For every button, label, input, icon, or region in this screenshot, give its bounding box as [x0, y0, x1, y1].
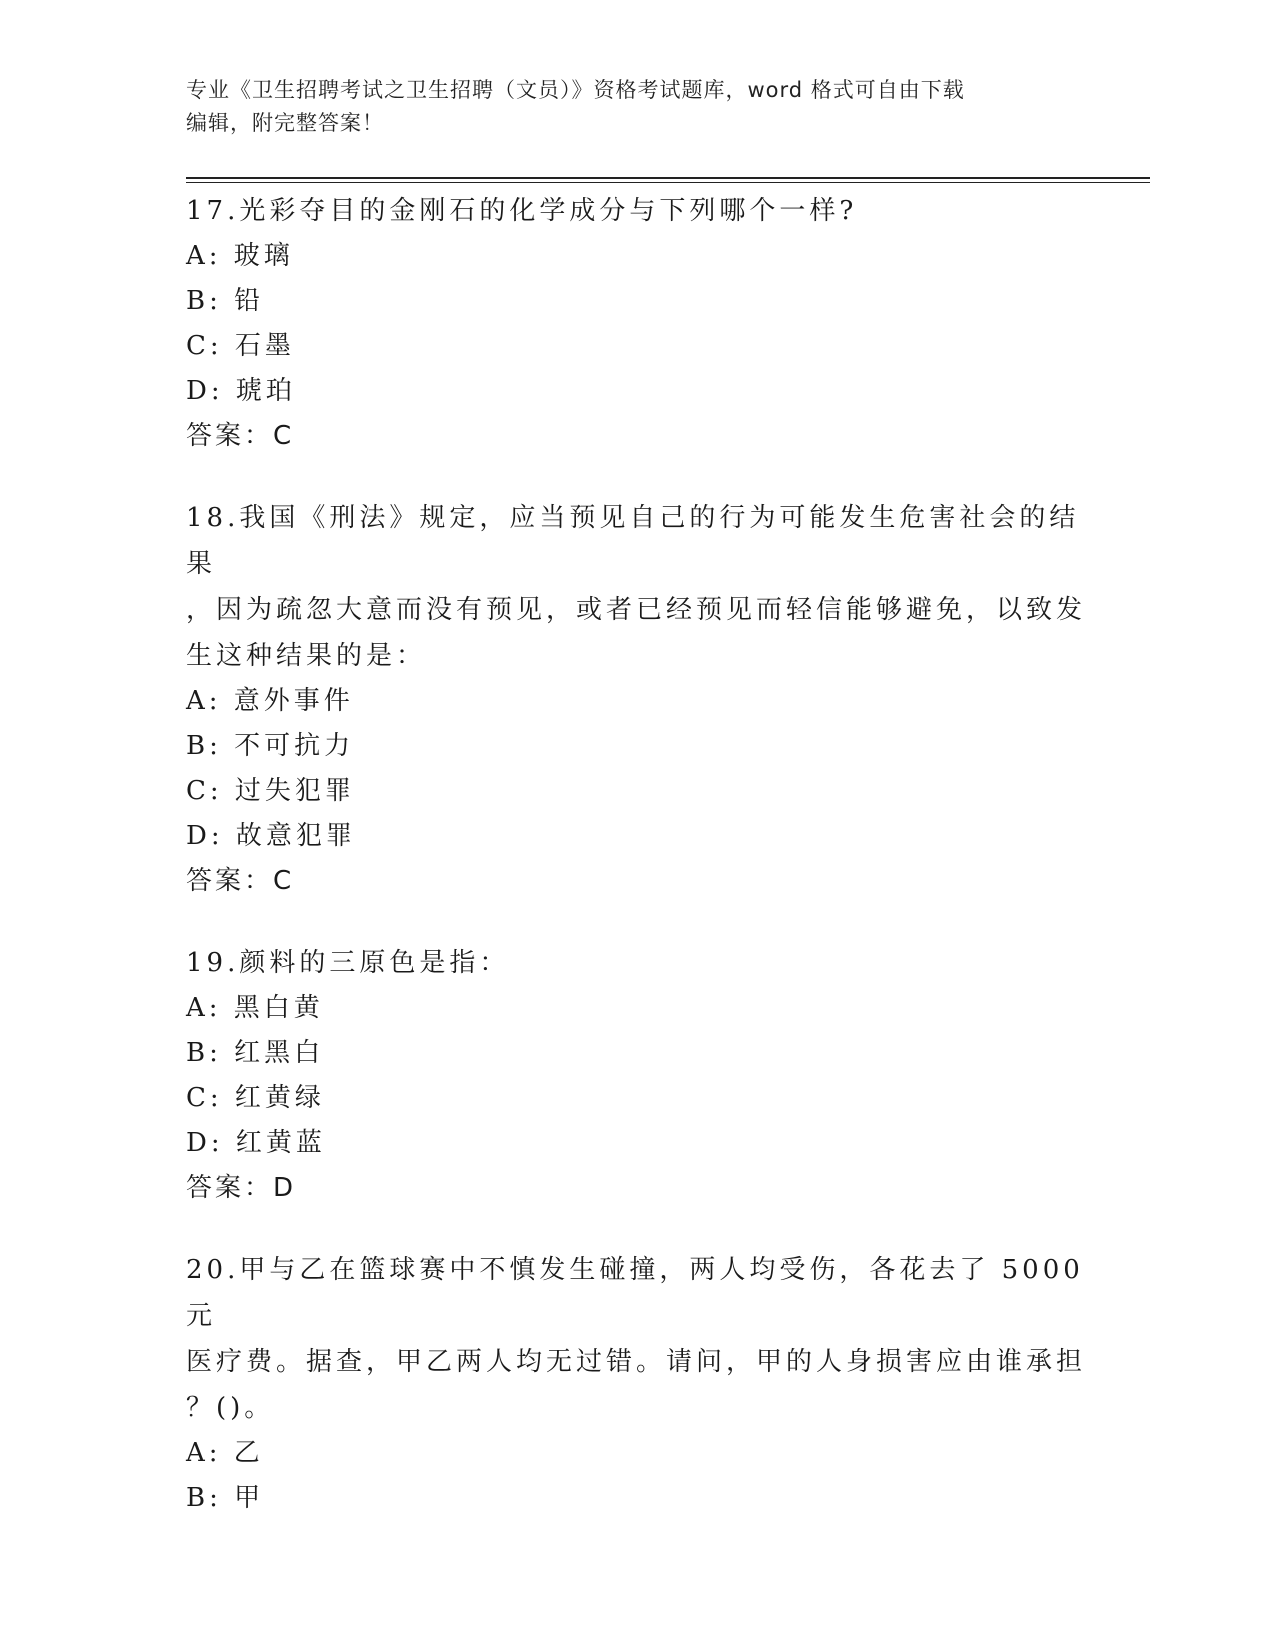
option-b: B: 铅	[186, 286, 265, 316]
question-text-line-3: ？()。	[186, 1393, 275, 1423]
question-text: 19.颜料的三原色是指：	[186, 948, 510, 978]
question-text-line-2: ，因为疏忽大意而没有预见，或者已经预见而轻信能够避免，以致发	[186, 595, 1087, 625]
header-divider-thick	[186, 177, 1150, 179]
option-c: C: 红黄绿	[186, 1083, 325, 1113]
question-18	[186, 495, 1086, 904]
option-b: B: 甲	[186, 1483, 265, 1513]
answer: 答案：D	[186, 1173, 297, 1203]
question-text-line-1: 18.我国《刑法》规定，应当预见自己的行为可能发生危害社会的结果	[186, 503, 1080, 579]
option-c: C: 过失犯罪	[186, 776, 355, 806]
document-header	[186, 74, 1066, 140]
option-c: C: 石墨	[186, 331, 295, 361]
option-d: D: 琥珀	[186, 376, 296, 406]
question-text: 17.光彩夺目的金刚石的化学成分与下列哪个一样?	[186, 196, 858, 226]
option-d: D: 红黄蓝	[186, 1128, 326, 1158]
option-b: B: 不可抗力	[186, 731, 355, 761]
option-b: B: 红黑白	[186, 1038, 325, 1068]
header-divider-thin	[186, 182, 1150, 183]
question-17	[186, 188, 1086, 459]
question-text-line-3: 生这种结果的是：	[186, 641, 427, 671]
question-19	[186, 940, 1086, 1211]
question-list	[186, 188, 1086, 1557]
header-line-1: 专业《卫生招聘考试之卫生招聘（文员）》资格考试题库，word 格式可自由下载	[186, 78, 965, 102]
answer: 答案：C	[186, 866, 295, 896]
option-a: A: 黑白黄	[186, 993, 324, 1023]
option-a: A: 玻璃	[186, 241, 294, 271]
question-20	[186, 1247, 1086, 1521]
option-d: D: 故意犯罪	[186, 821, 356, 851]
question-text-line-2: 医疗费。据查，甲乙两人均无过错。请问，甲的人身损害应由谁承担	[186, 1347, 1087, 1377]
option-a: A: 意外事件	[186, 686, 354, 716]
option-a: A: 乙	[186, 1438, 264, 1468]
question-text-line-1: 20.甲与乙在篮球赛中不慎发生碰撞，两人均受伤，各花去了 5000 元	[186, 1255, 1084, 1331]
header-line-2: 编辑，附完整答案！	[186, 111, 384, 135]
answer: 答案：C	[186, 421, 295, 451]
